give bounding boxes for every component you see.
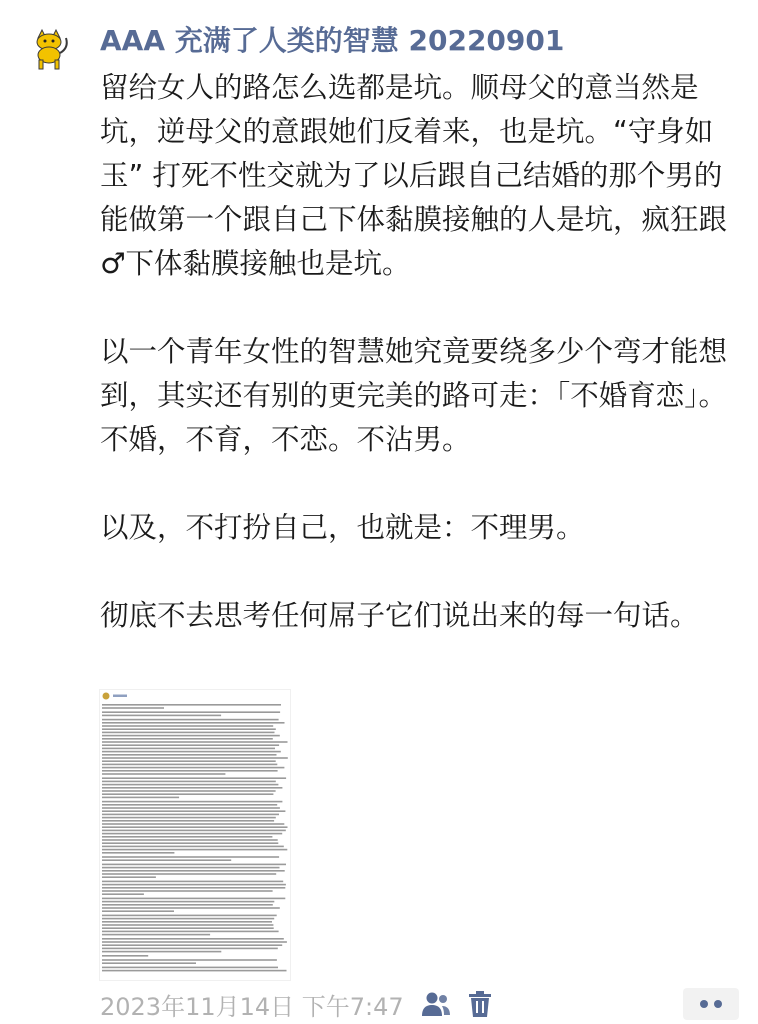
post-timestamp: 2023年11月14日 下午7:47 <box>100 992 404 1021</box>
post-footer <box>100 984 496 1024</box>
post-body <box>100 66 740 726</box>
trash-icon[interactable] <box>464 988 496 1020</box>
post-paragraph: 以一个青年女性的智慧她究竟要绕多少个弯才能想到，其实还有别的更完美的路可走：「不婚育恋」。不婚，不育，不恋。不沾男。 <box>100 335 728 456</box>
attached-screenshot-image[interactable] <box>100 690 290 980</box>
post-paragraph: 以及，不打扮自己，也就是：不理男。 <box>100 511 585 544</box>
cat-avatar-icon <box>26 26 72 72</box>
post-paragraph: 留给女人的路怎么选都是坑。顺母父的意当然是坑，逆母父的意跟她们反着来，也是坑。“守身如玉” 打死不性交就为了以后跟自己结婚的那个男的能做第一个跟自己下体黏膜接触的人是坑，疯狂跟♂下体黏膜接触也是坑。 <box>100 71 728 280</box>
post-paragraph: 彻底不去思考任何屌子它们说出来的每一句话。 <box>100 599 699 632</box>
avatar[interactable] <box>26 26 72 72</box>
friends-visibility-icon[interactable] <box>420 988 452 1020</box>
screenshot-thumbnail <box>100 690 290 980</box>
more-dots-icon <box>700 1000 708 1008</box>
post-author-name[interactable]: AAA 充满了人类的智慧 20220901 <box>100 24 565 57</box>
more-button[interactable] <box>683 988 739 1020</box>
